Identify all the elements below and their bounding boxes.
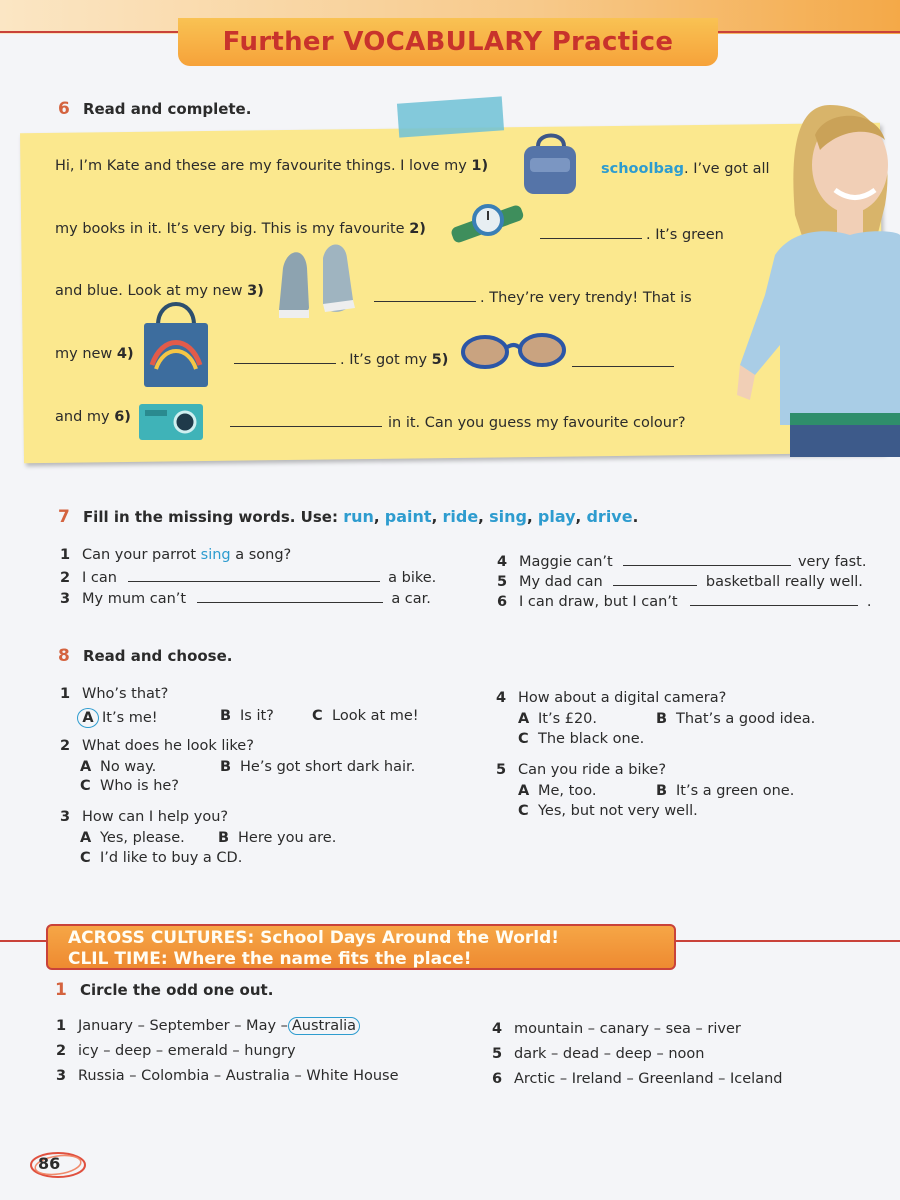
question-text: How can I help you? [82, 809, 229, 825]
item-number: 4 [492, 1021, 503, 1037]
option-text: Who is he? [100, 778, 180, 794]
line4-end-text: . It’s got my [340, 352, 432, 368]
option-letter: A [80, 759, 92, 775]
question-text: How about a digital camera? [518, 690, 727, 706]
line1-text: Hi, I’m Kate and these are my favourite things. I love my [55, 158, 472, 174]
ex7-heading: 7 Fill in the missing words. Use: run, paint, ride, sing, play, drive. [58, 507, 639, 527]
q1-option-b[interactable] [220, 708, 274, 724]
option-letter: B [656, 711, 668, 727]
tote-bag-icon [138, 295, 214, 390]
gap1-number: 1) [471, 158, 489, 174]
item-text-end: a car. [391, 591, 431, 607]
option-text: He’s got short dark hair. [240, 759, 416, 775]
line1-end-text: . I’ve got all [684, 161, 770, 177]
word-play: play [537, 507, 576, 526]
ex7-number: 7 [58, 507, 70, 527]
option-text: No way. [100, 759, 157, 775]
item-text-end: a song? [230, 547, 292, 563]
q4-option-a[interactable] [518, 711, 597, 727]
camera-icon [137, 400, 205, 442]
option-text: That’s a good idea. [676, 711, 816, 727]
ex7-item-1 [60, 547, 291, 563]
option-text: Here you are. [238, 830, 337, 846]
option-letter: C [80, 850, 91, 866]
sunglasses-icon [460, 330, 568, 372]
q5-option-b[interactable] [656, 783, 794, 799]
item-text: Russia – Colombia – Australia – White House [78, 1068, 399, 1084]
line2-end-text: . It’s green [646, 227, 724, 243]
item-number: 4 [497, 554, 508, 570]
option-letter: C [80, 778, 91, 794]
item-number: 2 [56, 1043, 67, 1059]
item-number: 5 [497, 574, 508, 590]
gap2-blank[interactable] [540, 224, 642, 239]
question-number: 1 [60, 686, 71, 702]
answer-circle-a: A [77, 708, 99, 728]
gap5-blank-wrap [572, 352, 674, 371]
gap6-number: 6) [114, 409, 131, 425]
ex6-line-5 [55, 409, 131, 425]
option-letter: B [220, 759, 232, 775]
item-text: I can draw, but I can’t [519, 594, 678, 610]
option-text: It’s £20. [538, 711, 598, 727]
item-text-end: basketball really well. [705, 574, 863, 590]
ex8-q2 [60, 738, 254, 754]
question-text: What does he look like? [82, 738, 254, 754]
q5-option-a[interactable] [518, 783, 596, 799]
gap5-blank[interactable] [572, 352, 674, 367]
q2-option-c[interactable] [80, 778, 179, 794]
option-text: It’s me! [102, 710, 158, 726]
option-letter: B [220, 708, 232, 724]
ex7-item-4 [497, 551, 866, 570]
gap5-number: 5) [431, 352, 449, 368]
q1-option-c[interactable] [312, 708, 419, 724]
q4-option-b[interactable] [656, 711, 815, 727]
gap3-number: 3) [247, 283, 264, 299]
line4-text: my new [55, 346, 117, 362]
q1-option-a[interactable] [80, 708, 158, 728]
ex6-line-4-end [234, 349, 448, 368]
schoolbag-icon [518, 128, 583, 200]
item-text: My mum can’t [82, 591, 187, 607]
q5-option-c[interactable] [518, 803, 698, 819]
across-cultures-banner [46, 924, 676, 970]
gap4-blank[interactable] [234, 349, 336, 364]
question-number: 3 [60, 809, 71, 825]
option-letter: C [518, 803, 529, 819]
q4-option-c[interactable] [518, 731, 644, 747]
page-number: 86 [38, 1154, 61, 1173]
gap3-blank[interactable] [374, 287, 476, 302]
watch-icon [448, 198, 526, 248]
word-run: run [343, 507, 374, 526]
ex7-blank-5[interactable] [613, 571, 697, 586]
option-text: Me, too. [538, 783, 597, 799]
ex8-q3 [60, 809, 228, 825]
item-number: 6 [497, 594, 508, 610]
option-text: Yes, please. [100, 830, 185, 846]
item-text: I can [82, 570, 117, 586]
ex7-instruction: Fill in the missing words. Use: [82, 508, 344, 526]
ex1-number: 1 [55, 980, 67, 1000]
title-pre: Further [222, 27, 344, 57]
girl-photo [735, 95, 900, 457]
line3-end-text: . They’re very trendy! That is [480, 290, 692, 306]
question-text: Who’s that? [82, 686, 169, 702]
item-text: dark – dead – deep – noon [514, 1046, 705, 1062]
item-number: 1 [60, 547, 71, 563]
gap2-number: 2) [409, 221, 426, 237]
ex6-line-1-end [601, 161, 770, 177]
item-number: 5 [492, 1046, 503, 1062]
ex1-item-5 [492, 1046, 704, 1062]
option-text: The black one. [538, 731, 645, 747]
ex8-instruction: Read and choose. [82, 647, 233, 665]
line3-text: and blue. Look at my new [55, 283, 248, 299]
question-number: 4 [496, 690, 507, 706]
ex8-q4 [496, 690, 726, 706]
ex7-item-6 [497, 591, 871, 610]
ex7-blank-3[interactable] [197, 588, 383, 603]
gap4-number: 4) [116, 346, 134, 362]
ex1-item-1 [56, 1018, 360, 1034]
item-text-end: very fast. [797, 554, 867, 570]
line2-text: my books in it. It’s very big. This is my favourite [55, 221, 410, 237]
ex8-q1 [60, 686, 168, 702]
ex6-line-1 [55, 158, 488, 174]
ex6-line-2-end [540, 224, 724, 243]
option-letter: A [518, 711, 530, 727]
option-text: I’d like to buy a CD. [100, 850, 243, 866]
ex6-heading [58, 99, 251, 119]
ex1-item-6 [492, 1071, 782, 1087]
answer-sing: sing [200, 547, 231, 563]
ex6-instruction: Read and complete. [82, 100, 252, 118]
gap6-blank[interactable] [230, 412, 382, 427]
item-text: Arctic – Ireland – Greenland – Iceland [514, 1071, 783, 1087]
question-number: 5 [496, 762, 507, 778]
item-number: 6 [492, 1071, 503, 1087]
option-letter: C [518, 731, 529, 747]
sneakers-icon [275, 238, 365, 328]
item-text: Can your parrot [82, 547, 201, 563]
ex6-line-5-end [230, 412, 686, 431]
ex7-blank-4[interactable] [623, 551, 791, 566]
line5-text: and my [55, 409, 115, 425]
ex1-item-4 [492, 1021, 741, 1037]
q3-option-b[interactable] [218, 830, 336, 846]
ex6-line-2 [55, 221, 426, 237]
ex6-line-3-end [374, 287, 692, 306]
option-letter: C [312, 708, 323, 724]
ex7-blank-2[interactable] [128, 567, 380, 582]
word-ride: ride [442, 507, 479, 526]
item-number: 2 [60, 570, 71, 586]
option-letter: B [218, 830, 230, 846]
option-text: Look at me! [332, 708, 419, 724]
word-sing: sing [489, 507, 527, 526]
item-text: My dad can [519, 574, 603, 590]
option-text: Yes, but not very well. [538, 803, 698, 819]
option-text: It’s a green one. [676, 783, 795, 799]
item-number: 3 [60, 591, 71, 607]
option-text: Is it? [240, 708, 274, 724]
title-post: Practice [542, 27, 674, 57]
banner-line-2: CLIL TIME: Where the name fits the place! [68, 949, 472, 969]
ex1-instruction: Circle the odd one out. [79, 981, 274, 999]
word-paint: paint [384, 507, 432, 526]
question-text: Can you ride a bike? [518, 762, 667, 778]
option-letter: A [518, 783, 530, 799]
ex6-line-4 [55, 346, 134, 362]
ex7-item-2 [60, 567, 436, 586]
banner-line-1: ACROSS CULTURES: School Days Around the World! [68, 928, 560, 948]
item-number: 3 [56, 1068, 67, 1084]
ex7-blank-6[interactable] [690, 591, 858, 606]
ex1-item-2 [56, 1043, 296, 1059]
ex1-item-3 [56, 1068, 399, 1084]
page-title [178, 18, 718, 66]
option-letter: A [80, 830, 92, 846]
item-text: January – September – May – [78, 1018, 288, 1034]
ex8-heading [58, 646, 232, 666]
line5-end-text: in it. Can you guess my favourite colour? [388, 415, 686, 431]
q2-option-b[interactable] [220, 759, 415, 775]
question-number: 2 [60, 738, 71, 754]
option-letter: B [656, 783, 668, 799]
item-text: mountain – canary – sea – river [514, 1021, 741, 1037]
item-text-end: . [866, 594, 872, 610]
ex7-item-5 [497, 571, 863, 590]
q2-option-a[interactable] [80, 759, 156, 775]
item-text: Maggie can’t [519, 554, 613, 570]
ex1-heading [55, 980, 273, 1000]
ex8-number: 8 [58, 646, 70, 666]
item-number: 1 [56, 1018, 67, 1034]
ex8-q5 [496, 762, 666, 778]
q3-option-a[interactable] [80, 830, 185, 846]
q3-option-c[interactable] [80, 850, 242, 866]
title-bold: VOCABULARY [343, 27, 543, 57]
ex6-number: 6 [58, 99, 70, 119]
ex7-item-3 [60, 588, 431, 607]
word-drive: drive [586, 507, 633, 526]
answer-schoolbag: schoolbag [601, 161, 684, 177]
item-text-end: a bike. [388, 570, 437, 586]
circled-answer: Australia [288, 1017, 360, 1035]
item-text: icy – deep – emerald – hungry [78, 1043, 296, 1059]
